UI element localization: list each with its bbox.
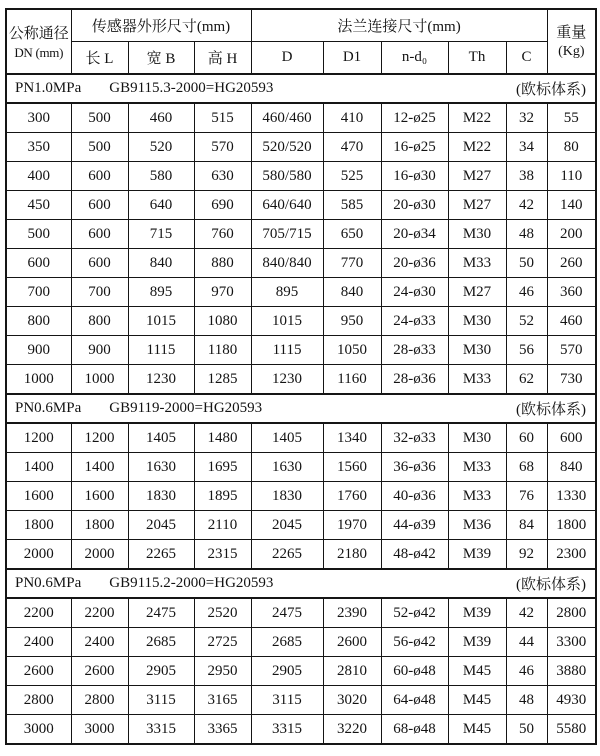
spec-cell: 700 [71,278,128,307]
spec-cell: 690 [194,191,251,220]
spec-cell: 450 [6,191,71,220]
data-row [6,220,596,249]
section-header-cell [6,569,596,598]
spec-cell: 1015 [251,307,323,336]
spec-cell: 400 [6,162,71,191]
spec-cell: 48 [506,220,547,249]
spec-cell: 200 [547,220,596,249]
spec-cell: 44 [506,628,547,657]
spec-cell: 1200 [71,423,128,453]
spec-cell: 3880 [547,657,596,686]
section-standard-code: GB9115.2-2000=HG20593 [109,575,274,591]
spec-cell: 140 [547,191,596,220]
spec-cell: 3020 [323,686,381,715]
section-row [6,569,596,598]
spec-cell: 1480 [194,423,251,453]
data-row [6,191,596,220]
section-header-cell [6,394,596,423]
spec-cell: 52 [506,307,547,336]
spec-cell: 1600 [6,482,71,511]
spec-cell: 2045 [251,511,323,540]
spec-cell: 42 [506,191,547,220]
spec-cell: 840/840 [251,249,323,278]
spec-cell: 32 [506,103,547,133]
spec-cell: M27 [448,278,506,307]
dimension-spec-table [5,8,597,745]
spec-cell: 570 [547,336,596,365]
spec-cell: 5580 [547,715,596,745]
data-row [6,453,596,482]
section-standard-code: GB9119-2000=HG20593 [109,400,263,416]
spec-cell: 470 [323,133,381,162]
spec-cell: 1405 [251,423,323,453]
spec-cell: 12-ø25 [381,103,448,133]
spec-cell: 50 [506,715,547,745]
spec-cell: 60 [506,423,547,453]
spec-cell: 705/715 [251,220,323,249]
data-row [6,628,596,657]
spec-cell: 600 [71,220,128,249]
spec-cell: 1895 [194,482,251,511]
spec-cell: 1080 [194,307,251,336]
spec-cell: 3000 [71,715,128,745]
spec-cell: 950 [323,307,381,336]
spec-cell: 1330 [547,482,596,511]
spec-cell: 600 [71,249,128,278]
spec-cell: 24-ø33 [381,307,448,336]
spec-cell: 1800 [547,511,596,540]
spec-cell: 52-ø42 [381,598,448,628]
spec-cell: 2520 [194,598,251,628]
spec-cell: 42 [506,598,547,628]
spec-cell: 350 [6,133,71,162]
spec-cell: 4930 [547,686,596,715]
spec-cell: 55 [547,103,596,133]
header-row-groups [6,9,596,42]
spec-cell: 1230 [251,365,323,395]
spec-cell: 2725 [194,628,251,657]
spec-cell: M39 [448,540,506,570]
spec-cell: 20-ø34 [381,220,448,249]
spec-cell: 24-ø30 [381,278,448,307]
spec-cell: 50 [506,249,547,278]
spec-cell: 1160 [323,365,381,395]
spec-cell: 2180 [323,540,381,570]
spec-cell: 46 [506,278,547,307]
nominal-diameter-label: 公称通径 [8,25,69,42]
spec-cell: 40-ø36 [381,482,448,511]
spec-cell: 2685 [251,628,323,657]
spec-cell: 260 [547,249,596,278]
spec-cell: 2200 [6,598,71,628]
spec-cell: 1400 [6,453,71,482]
sub-col-header: C [506,42,547,75]
spec-cell: 895 [251,278,323,307]
spec-cell: 2800 [71,686,128,715]
spec-cell: 410 [323,103,381,133]
spec-cell: 3315 [128,715,194,745]
data-row [6,162,596,191]
spec-cell: 1600 [71,482,128,511]
nominal-diameter-unit: DN (mm) [14,44,64,60]
spec-cell: 585 [323,191,381,220]
spec-cell: 2000 [71,540,128,570]
spec-cell: 56-ø42 [381,628,448,657]
spec-cell: 2400 [6,628,71,657]
spec-cell: 1200 [6,423,71,453]
spec-cell: 760 [194,220,251,249]
spec-cell: 110 [547,162,596,191]
spec-cell: 600 [71,162,128,191]
data-row [6,540,596,570]
spec-cell: M22 [448,103,506,133]
spec-cell: M33 [448,249,506,278]
spec-cell: 2110 [194,511,251,540]
spec-cell: M45 [448,686,506,715]
spec-cell: 28-ø36 [381,365,448,395]
spec-cell: M39 [448,598,506,628]
spec-cell: 2810 [323,657,381,686]
spec-cell: 970 [194,278,251,307]
section-system-note: (欧标体系) [516,82,587,98]
spec-cell: 800 [71,307,128,336]
sub-col-header: n-d₀ [381,42,448,75]
spec-cell: 895 [128,278,194,307]
spec-cell: 20-ø30 [381,191,448,220]
spec-cell: 16-ø25 [381,133,448,162]
data-row [6,307,596,336]
section-system-note: (欧标体系) [516,577,587,593]
spec-cell: 460 [547,307,596,336]
spec-cell: 16-ø30 [381,162,448,191]
spec-cell: 2000 [6,540,71,570]
spec-cell: 460 [128,103,194,133]
col-group-sensor-dimensions: 传感器外形尺寸(mm) [71,9,251,42]
spec-cell: 600 [547,423,596,453]
spec-cell: 2475 [128,598,194,628]
spec-cell: 880 [194,249,251,278]
weight-unit: (Kg) [558,44,585,59]
spec-cell: 630 [194,162,251,191]
spec-cell: 48-ø42 [381,540,448,570]
col-header-weight [547,9,596,74]
spec-cell: 1230 [128,365,194,395]
section-header-cell [6,74,596,103]
spec-cell: 3220 [323,715,381,745]
spec-cell: 3165 [194,686,251,715]
data-row [6,133,596,162]
spec-cell: 84 [506,511,547,540]
spec-cell: 515 [194,103,251,133]
spec-cell: 2950 [194,657,251,686]
spec-cell: M33 [448,453,506,482]
spec-cell: 56 [506,336,547,365]
spec-cell: 640 [128,191,194,220]
spec-cell: 3115 [251,686,323,715]
spec-cell: 520 [128,133,194,162]
spec-cell: 3365 [194,715,251,745]
section-standard-code: GB9115.3-2000=HG20593 [109,80,274,96]
spec-cell: 64-ø48 [381,686,448,715]
spec-cell: 44-ø39 [381,511,448,540]
spec-cell: 300 [6,103,71,133]
spec-cell: 640/640 [251,191,323,220]
header-row-subcolumns [6,42,596,75]
sub-col-header: D1 [323,42,381,75]
spec-cell: 1630 [251,453,323,482]
spec-cell: M36 [448,511,506,540]
spec-cell: 2400 [71,628,128,657]
data-row [6,598,596,628]
spec-cell: M30 [448,307,506,336]
spec-cell: M39 [448,628,506,657]
spec-cell: 46 [506,657,547,686]
section-system-note: (欧标体系) [516,402,587,418]
spec-cell: 2800 [6,686,71,715]
spec-cell: 60-ø48 [381,657,448,686]
spec-cell: 38 [506,162,547,191]
spec-cell: 1970 [323,511,381,540]
spec-cell: 68 [506,453,547,482]
spec-cell: 1340 [323,423,381,453]
data-row [6,103,596,133]
data-row [6,278,596,307]
data-row [6,482,596,511]
spec-cell: 2600 [6,657,71,686]
spec-cell: 1050 [323,336,381,365]
spec-cell: 500 [71,133,128,162]
spec-cell: 600 [6,249,71,278]
spec-cell: 1000 [71,365,128,395]
spec-cell: 3000 [6,715,71,745]
spec-cell: 2800 [547,598,596,628]
spec-cell: 1695 [194,453,251,482]
spec-cell: 2600 [323,628,381,657]
spec-cell: 360 [547,278,596,307]
sub-col-header: 长 L [71,42,128,75]
spec-cell: 2475 [251,598,323,628]
spec-cell: 1115 [128,336,194,365]
spec-cell: 2265 [128,540,194,570]
spec-cell: 1285 [194,365,251,395]
sub-col-header: Th [448,42,506,75]
spec-cell: M27 [448,191,506,220]
spec-cell: M33 [448,482,506,511]
spec-cell: 80 [547,133,596,162]
spec-cell: 2685 [128,628,194,657]
spec-cell: 570 [194,133,251,162]
spec-cell: 900 [71,336,128,365]
spec-cell: 1830 [128,482,194,511]
data-row [6,686,596,715]
spec-cell: 68-ø48 [381,715,448,745]
spec-cell: 32-ø33 [381,423,448,453]
spec-cell: M27 [448,162,506,191]
spec-cell: 76 [506,482,547,511]
spec-cell: 1015 [128,307,194,336]
spec-cell: 92 [506,540,547,570]
spec-cell: 2905 [251,657,323,686]
spec-cell: 2300 [547,540,596,570]
spec-cell: M45 [448,657,506,686]
sub-col-header: D [251,42,323,75]
spec-cell: 2905 [128,657,194,686]
spec-cell: 1000 [6,365,71,395]
spec-cell: 580 [128,162,194,191]
spec-cell: 580/580 [251,162,323,191]
spec-cell: 3300 [547,628,596,657]
spec-cell: M33 [448,365,506,395]
spec-cell: M30 [448,336,506,365]
spec-cell: 28-ø33 [381,336,448,365]
section-pressure-rating: PN1.0MPa [15,80,82,96]
spec-cell: 34 [506,133,547,162]
spec-cell: 3315 [251,715,323,745]
spec-cell: 525 [323,162,381,191]
spec-cell: 715 [128,220,194,249]
spec-cell: 1400 [71,453,128,482]
data-row [6,365,596,395]
sub-col-header: 高 H [194,42,251,75]
spec-cell: M45 [448,715,506,745]
spec-cell: 1800 [71,511,128,540]
spec-cell: M22 [448,133,506,162]
section-row [6,394,596,423]
spec-cell: 1180 [194,336,251,365]
spec-cell: 1800 [6,511,71,540]
data-row [6,249,596,278]
sub-col-header: 宽 B [128,42,194,75]
col-header-nominal-diameter [6,9,71,74]
data-row [6,336,596,365]
data-row [6,657,596,686]
weight-label: 重量 [556,25,587,41]
data-row [6,423,596,453]
spec-cell: 2045 [128,511,194,540]
spec-cell: M30 [448,220,506,249]
spec-cell: 650 [323,220,381,249]
spec-cell: 2265 [251,540,323,570]
section-pressure-rating: PN0.6MPa [15,400,82,416]
spec-cell: 600 [71,191,128,220]
spec-cell: 1560 [323,453,381,482]
spec-cell: 500 [6,220,71,249]
spec-cell: 1115 [251,336,323,365]
spec-cell: 48 [506,686,547,715]
spec-cell: 1830 [251,482,323,511]
spec-cell: 770 [323,249,381,278]
spec-cell: 2315 [194,540,251,570]
spec-cell: 3115 [128,686,194,715]
spec-cell: 700 [6,278,71,307]
spec-cell: 900 [6,336,71,365]
spec-cell: 2600 [71,657,128,686]
spec-cell: 1630 [128,453,194,482]
spec-cell: 2200 [71,598,128,628]
spec-cell: 840 [323,278,381,307]
spec-cell: M30 [448,423,506,453]
spec-cell: 20-ø36 [381,249,448,278]
spec-cell: 730 [547,365,596,395]
data-row [6,715,596,745]
spec-cell: 62 [506,365,547,395]
spec-cell: 1405 [128,423,194,453]
section-pressure-rating: PN0.6MPa [15,575,82,591]
spec-cell: 36-ø36 [381,453,448,482]
spec-cell: 520/520 [251,133,323,162]
spec-cell: 2390 [323,598,381,628]
spec-cell: 460/460 [251,103,323,133]
section-row [6,74,596,103]
spec-cell: 800 [6,307,71,336]
spec-cell: 500 [71,103,128,133]
spec-cell: 1760 [323,482,381,511]
data-row [6,511,596,540]
spec-cell: 840 [128,249,194,278]
spec-cell: 840 [547,453,596,482]
col-group-flange-dimensions: 法兰连接尺寸(mm) [251,9,547,42]
